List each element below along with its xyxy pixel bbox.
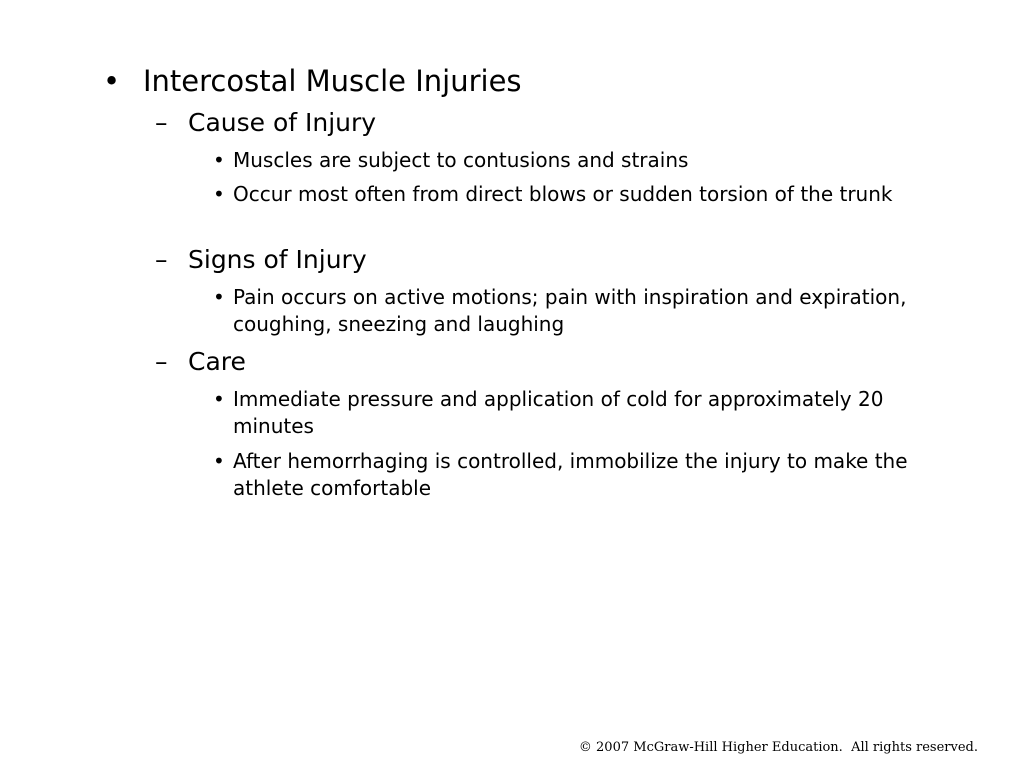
list-item bbox=[213, 147, 968, 174]
bullet-marker: • bbox=[213, 148, 225, 172]
list-item-text: Muscles are subject to contusions and strains bbox=[233, 148, 689, 172]
list-item bbox=[213, 448, 968, 502]
section-heading-signs bbox=[155, 245, 367, 275]
section-heading: Signs of Injury bbox=[188, 245, 367, 274]
bullet-marker: • bbox=[213, 182, 225, 206]
bullet-marker: • bbox=[213, 449, 225, 473]
list-item-text: Occur most often from direct blows or sudden torsion of the trunk bbox=[233, 182, 893, 206]
list-item bbox=[213, 284, 968, 338]
copyright-footer: © 2007 McGraw-Hill Higher Education. All rights reserved. bbox=[578, 740, 978, 755]
section-heading: Cause of Injury bbox=[188, 108, 377, 137]
bullet-marker: • bbox=[213, 285, 225, 309]
section-heading-care bbox=[155, 347, 246, 377]
dash-marker: – bbox=[155, 347, 168, 376]
list-item-text: Pain occurs on active motions; pain with inspiration and expiration, coughing, sneezing and laughing bbox=[233, 285, 907, 336]
section-heading: Care bbox=[188, 347, 246, 376]
list-item-text: After hemorrhaging is controlled, immobilize the injury to make the athlete comfortable bbox=[233, 449, 908, 500]
title-bullet bbox=[103, 62, 522, 100]
slide-title: Intercostal Muscle Injuries bbox=[143, 64, 522, 98]
dash-marker: – bbox=[155, 108, 168, 137]
bullet-marker: • bbox=[213, 387, 225, 411]
list-item bbox=[213, 386, 968, 440]
list-item bbox=[213, 181, 968, 208]
section-heading-cause bbox=[155, 108, 376, 138]
dash-marker: – bbox=[155, 245, 168, 274]
list-item-text: Immediate pressure and application of cold for approximately 20 minutes bbox=[233, 387, 884, 438]
bullet-marker: • bbox=[103, 64, 121, 98]
